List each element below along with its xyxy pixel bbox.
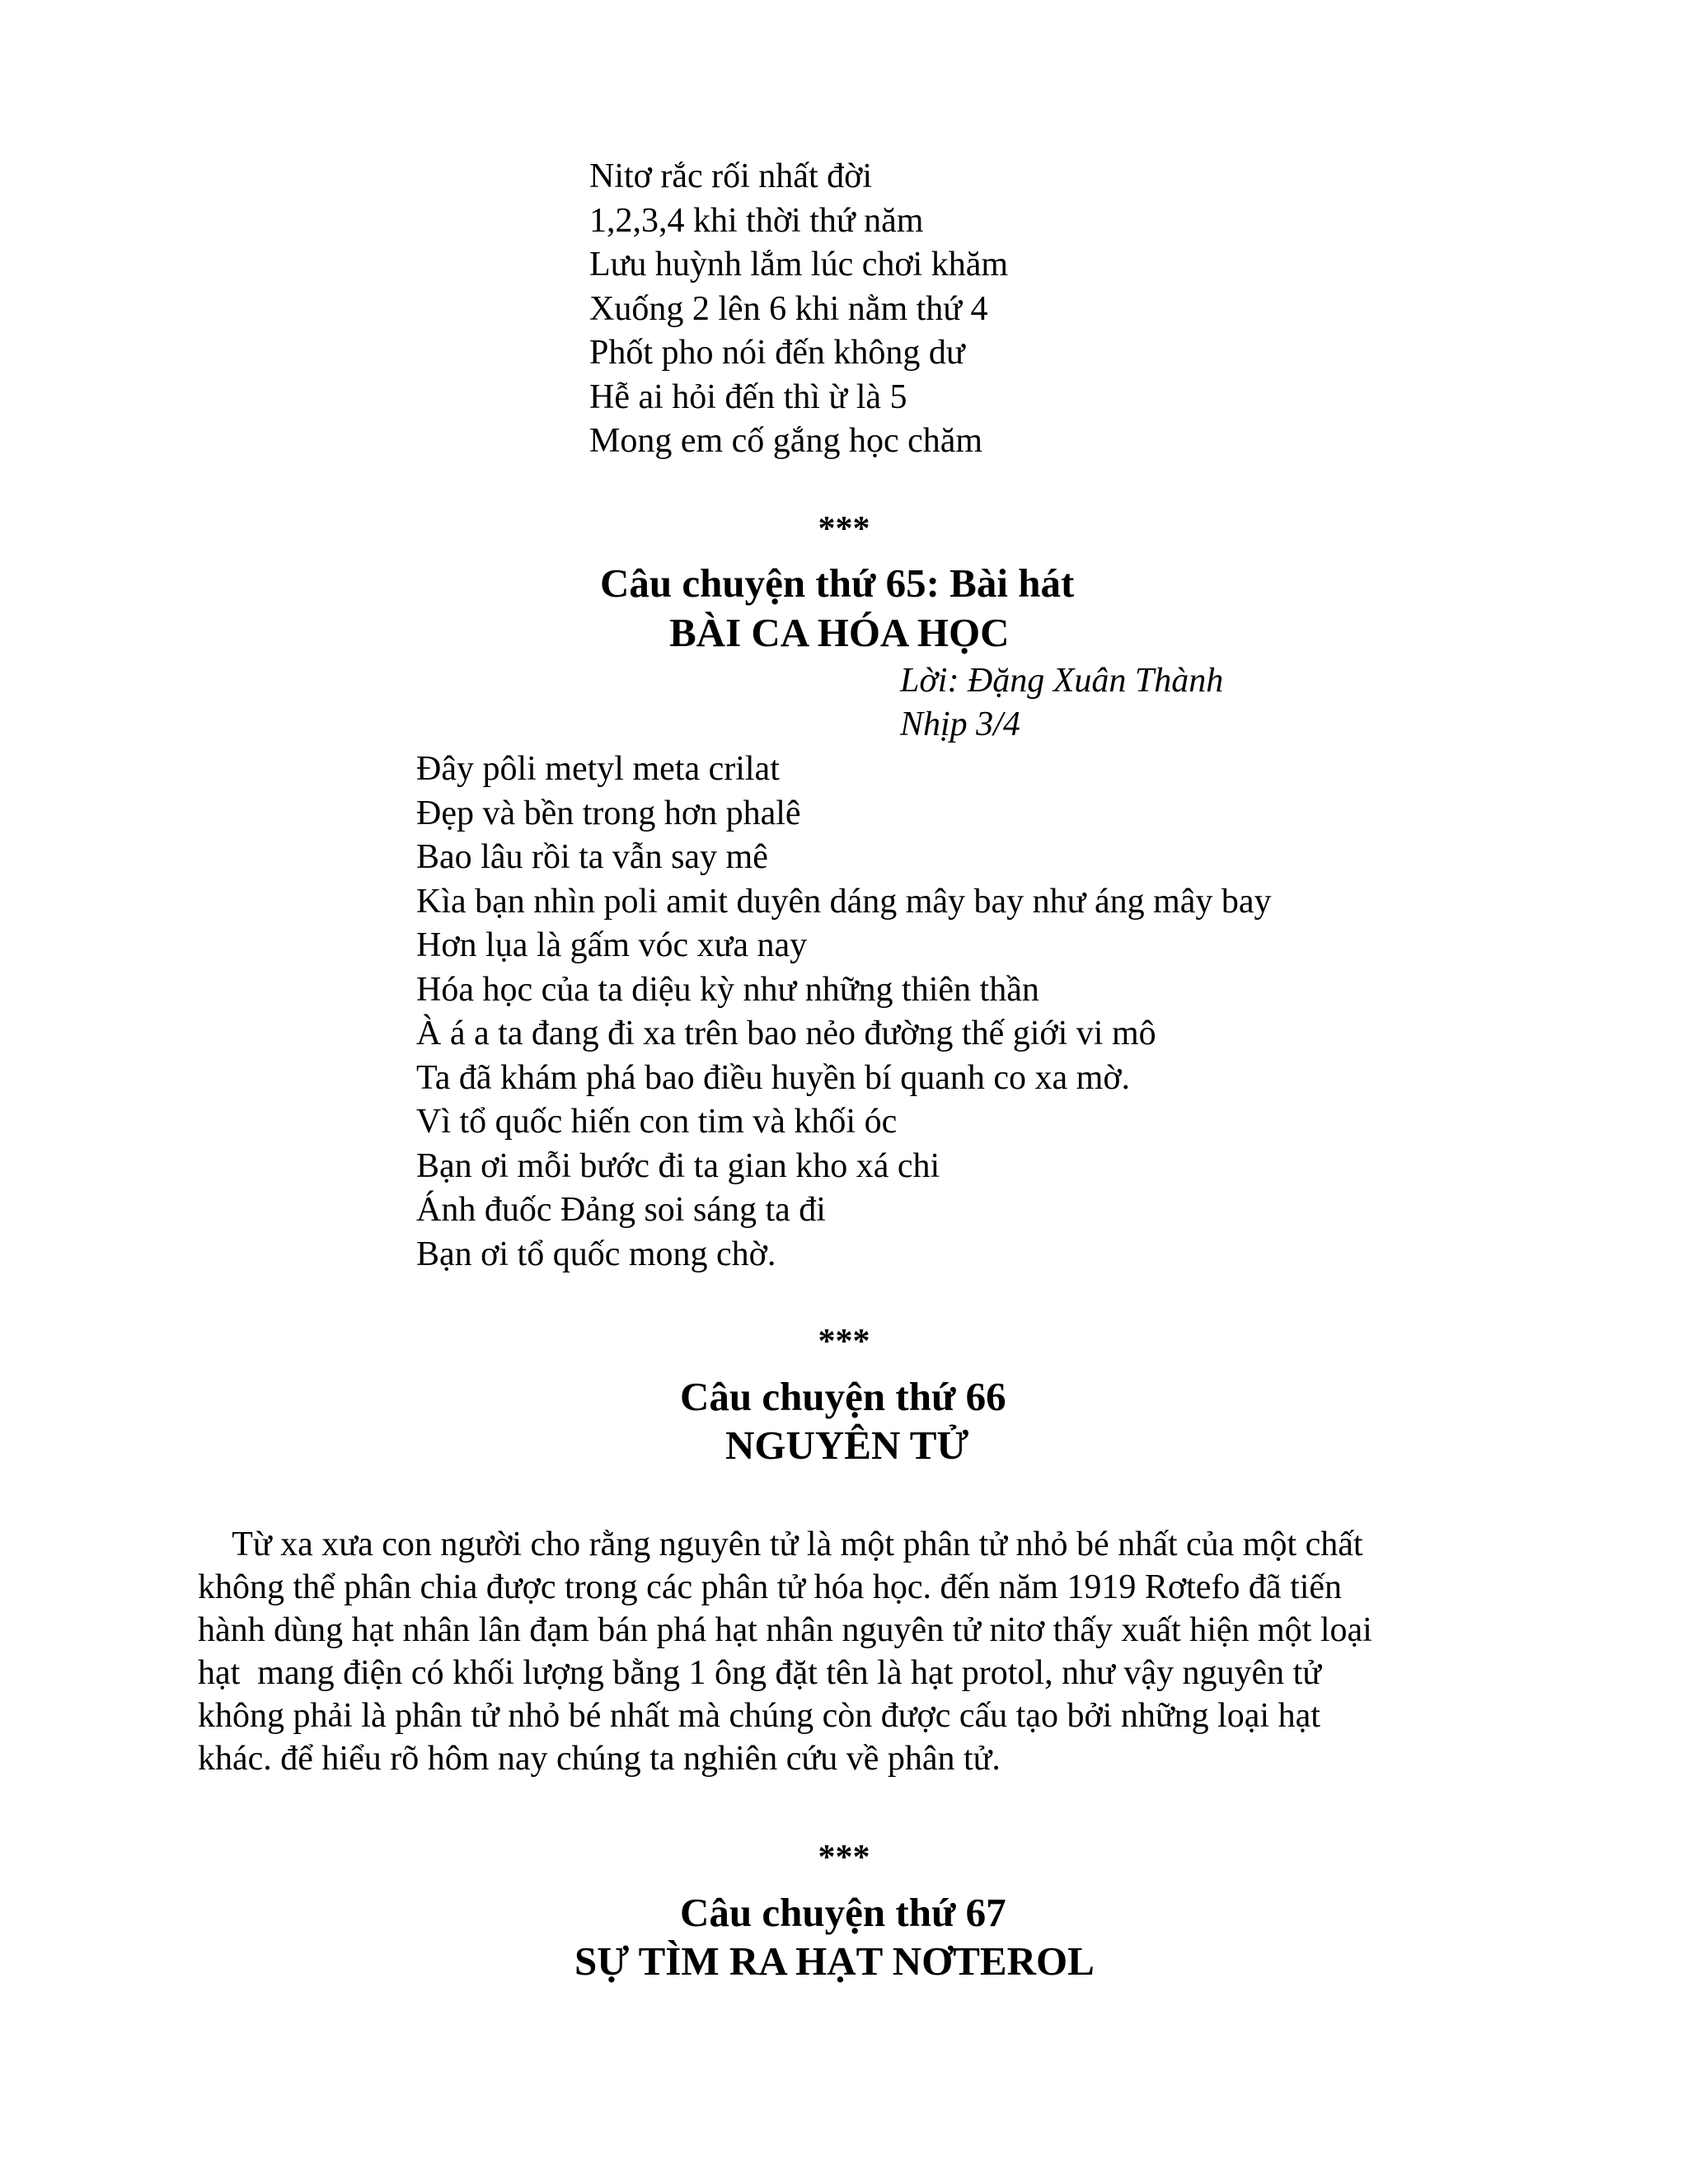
- story-66-paragraph: [198, 1523, 1490, 1780]
- story-65-title: Câu chuyện thứ 65: Bài hát: [600, 560, 1075, 606]
- poem-line: Xuống 2 lên 6 khi nằm thứ 4: [589, 289, 988, 328]
- song-lyrics: [416, 748, 1272, 1277]
- section-separator: ***: [818, 1839, 870, 1877]
- section-separator: ***: [818, 510, 870, 548]
- song-tempo: Nhịp 3/4: [900, 705, 1020, 743]
- story-67-subtitle: SỰ TÌM RA HẠT NƠTEROL: [574, 1938, 1095, 1984]
- paragraph-line: không phải là phân tử nhỏ bé nhất mà chúng còn được cấu tạo bởi những loại hạt: [198, 1697, 1320, 1735]
- paragraph-line: hành dùng hạt nhân lân đạm bán phá hạt nhân nguyên tử nitơ thấy xuất hiện một loại: [198, 1611, 1372, 1649]
- paragraph-line: hạt mang điện có khối lượng bằng 1 ông đặt tên là hạt protol, như vậy nguyên tử: [198, 1654, 1322, 1692]
- lyric-line: Hơn lụa là gấm vóc xưa nay: [416, 926, 808, 964]
- story-66-title: Câu chuyện thứ 66: [680, 1374, 1006, 1419]
- poem-block: [589, 155, 1008, 464]
- story-65-subtitle: BÀI CA HÓA HỌC: [669, 610, 1010, 655]
- lyric-line: Bao lâu rồi ta vẫn say mê: [416, 838, 768, 876]
- lyric-line: Vì tổ quốc hiến con tim và khối óc: [416, 1103, 898, 1141]
- song-credits: [900, 659, 1223, 747]
- poem-line: Nitơ rắc rối nhất đời: [589, 157, 872, 195]
- paragraph-line: không thể phân chia được trong các phân tử hóa học. đến năm 1919 Rơtefo đã tiến: [198, 1568, 1343, 1606]
- paragraph-line: Từ xa xưa con người cho rằng nguyên tử là một phân tử nhỏ bé nhất của một chất: [198, 1526, 1363, 1563]
- lyric-line: Hóa học của ta diệu kỳ như những thiên thần: [416, 970, 1039, 1009]
- lyric-line: Đẹp và bền trong hơn phalê: [416, 794, 801, 832]
- paragraph-line: khác. để hiểu rõ hôm nay chúng ta nghiên cứu về phân tử.: [198, 1740, 1001, 1778]
- section-separator: ***: [818, 1323, 870, 1361]
- story-66-subtitle: NGUYÊN TỬ: [725, 1422, 969, 1468]
- lyric-line: Bạn ơi mỗi bước đi ta gian kho xá chi: [416, 1146, 940, 1185]
- poem-line: Lưu huỳnh lắm lúc chơi khăm: [589, 246, 1009, 284]
- poem-line: Phốt pho nói đến không dư: [589, 334, 965, 372]
- lyric-line: Ta đã khám phá bao điều huyền bí quanh co xa mờ.: [416, 1058, 1131, 1097]
- song-author: Lời: Đặng Xuân Thành: [900, 662, 1224, 700]
- lyric-line: À á a ta đang đi xa trên bao nẻo đường thế giới vi mô: [416, 1015, 1156, 1052]
- lyric-line: Ánh đuốc Đảng soi sáng ta đi: [416, 1191, 826, 1229]
- poem-line: Mong em cố gắng học chăm: [589, 422, 983, 460]
- lyric-line: Đây pôli metyl meta crilat: [416, 750, 780, 788]
- poem-line: 1,2,3,4 khi thời thứ năm: [589, 201, 924, 240]
- story-67-title: Câu chuyện thứ 67: [680, 1890, 1006, 1935]
- poem-line: Hễ ai hỏi đến thì ừ là 5: [589, 377, 907, 416]
- lyric-line: Bạn ơi tổ quốc mong chờ.: [416, 1235, 776, 1273]
- lyric-line: Kìa bạn nhìn poli amit duyên dáng mây bay như áng mây bay: [416, 882, 1272, 921]
